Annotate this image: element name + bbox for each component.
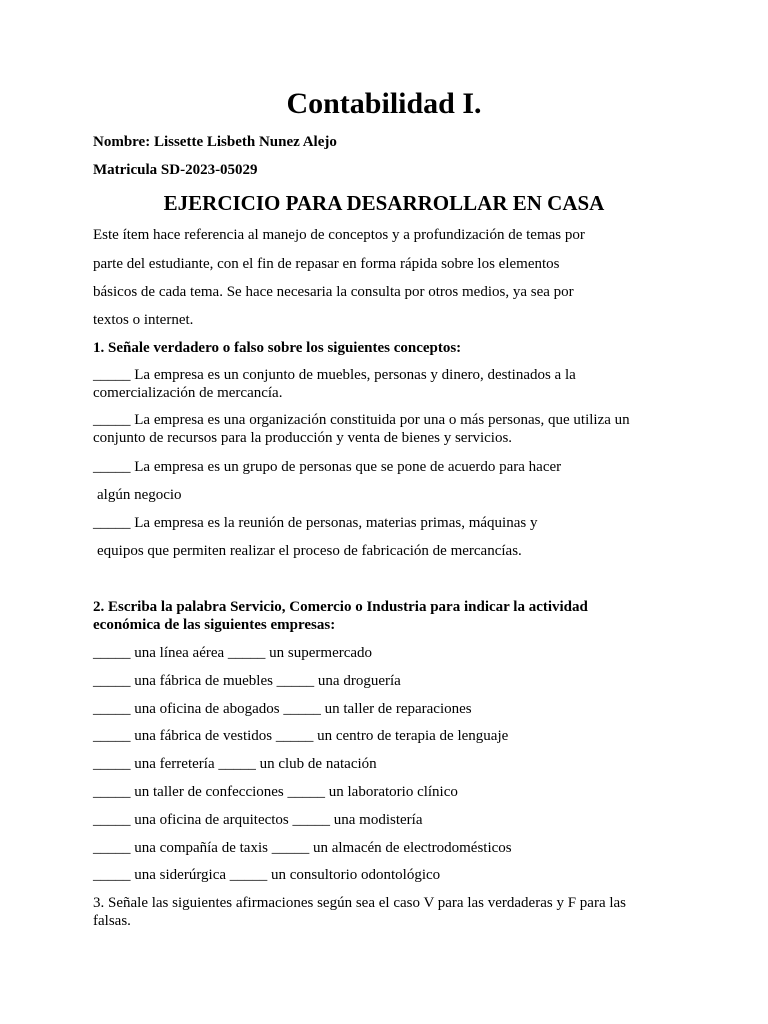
- section1-item-continuation: algún negocio: [97, 487, 182, 503]
- section1-item-continuation: equipos que permiten realizar el proceso de fabricación de mercancías.: [97, 543, 522, 559]
- student-id: Matricula SD-2023-05029: [93, 162, 258, 178]
- section2-line: _____ una oficina de abogados _____ un taller de reparaciones: [93, 701, 472, 717]
- section2-line: _____ una siderúrgica _____ un consultorio odontológico: [93, 867, 441, 883]
- exercise-heading: EJERCICIO PARA DESARROLLAR EN CASA: [163, 191, 605, 215]
- section2-line: _____ una compañía de taxis _____ un almacén de electrodomésticos: [93, 840, 512, 856]
- section2-line: _____ una fábrica de muebles _____ una droguería: [93, 673, 401, 689]
- section2-line: _____ una ferretería _____ un club de natación: [93, 756, 377, 772]
- intro-line: parte del estudiante, con el fin de repasar en forma rápida sobre los elementos: [93, 256, 560, 272]
- section2-line: _____ una fábrica de vestidos _____ un centro de terapia de lenguaje: [93, 728, 509, 744]
- section2-heading: 2. Escriba la palabra Servicio, Comercio o Industria para indicar la actividad económica de las siguientes empresas:: [93, 599, 588, 633]
- document-title: Contabilidad I.: [286, 87, 482, 120]
- section2-line: _____ un taller de confecciones _____ un laboratorio clínico: [93, 784, 458, 800]
- section2-line: _____ una oficina de arquitectos _____ una modistería: [93, 812, 423, 828]
- intro-line: Este ítem hace referencia al manejo de conceptos y a profundización de temas por: [93, 227, 585, 243]
- section1-item: _____ La empresa es la reunión de personas, materias primas, máquinas y: [93, 515, 538, 531]
- section1-heading: 1. Señale verdadero o falso sobre los siguientes conceptos:: [93, 340, 462, 356]
- student-name: Nombre: Lissette Lisbeth Nunez Alejo: [93, 134, 337, 150]
- section2-line: _____ una línea aérea _____ un supermercado: [93, 645, 373, 661]
- intro-line: textos o internet.: [93, 312, 194, 328]
- section1-item: _____ La empresa es una organización constituida por una o más personas, que utiliza un conjunto de recursos para la producción y venta de bienes y servicios.: [93, 412, 630, 446]
- section3-heading: 3. Señale las siguientes afirmaciones según sea el caso V para las verdaderas y F para las falsas.: [93, 895, 627, 929]
- section1-item: _____ La empresa es un conjunto de muebles, personas y dinero, destinados a la comercialización de mercancía.: [93, 367, 576, 401]
- section1-item: _____ La empresa es un grupo de personas que se pone de acuerdo para hacer: [93, 459, 562, 475]
- intro-line: básicos de cada tema. Se hace necesaria la consulta por otros medios, ya sea por: [93, 284, 574, 300]
